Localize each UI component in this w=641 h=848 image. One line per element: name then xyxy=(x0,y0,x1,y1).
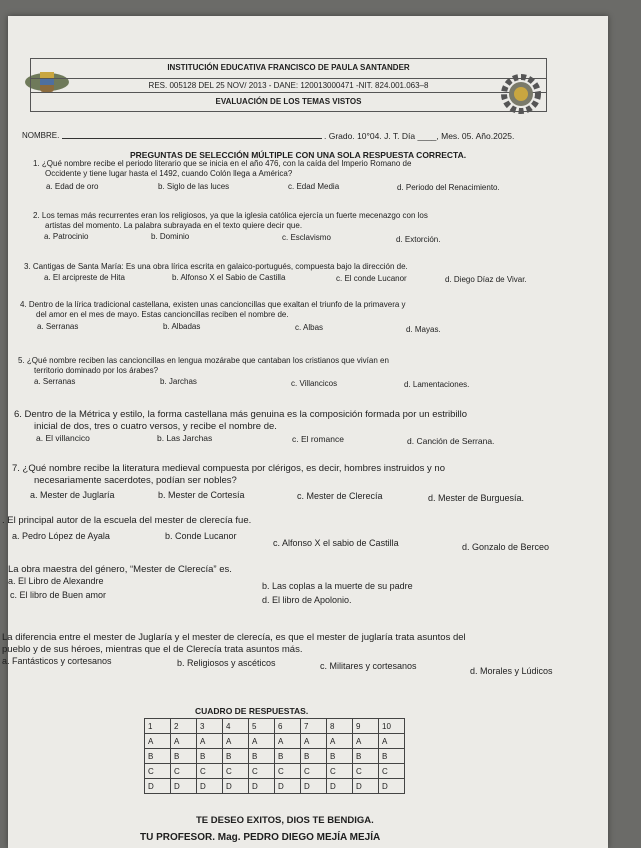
option: c. Alfonso X el sabio de Castilla xyxy=(273,538,399,548)
question-5: 5. ¿Qué nombre reciben las cancioncillas en lengua mozárabe que cantaban los cristianos que vivían en territorio dominado por los árabes? xyxy=(18,356,389,375)
table-row: B B B B B B B B B B xyxy=(145,749,405,764)
option: b. Siglo de las luces xyxy=(158,182,230,191)
option: a. El villancico xyxy=(36,433,90,443)
option: a. Serranas xyxy=(37,322,79,331)
option: d. Lamentaciones. xyxy=(404,380,470,389)
table-row: D D D D D D D D D D xyxy=(145,779,405,794)
question-9: La obra maestra del género, “Mester de Clerecía” es. xyxy=(8,564,232,575)
footer-teacher: TU PROFESOR. Mag. PEDRO DIEGO MEJÍA MEJÍA xyxy=(140,832,381,843)
grade-date-line: . Grado. 10°04. J. T. Día ____, Mes. 05. Año.2025. xyxy=(324,131,515,141)
option: a. Serranas xyxy=(34,377,76,386)
option: b. Las coplas a la muerte de su padre xyxy=(262,581,413,591)
option: a. El arcipreste de Hita xyxy=(44,273,125,282)
question-4: 4. Dentro de la lírica tradicional castellana, existen unas cancioncillas que exaltan el triunfo de la primavera y del amor en el mes de mayo. Estas cancioncillas reciben el nombre de. xyxy=(20,300,406,319)
option: b. Alfonso X el Sabio de Castilla xyxy=(172,273,286,282)
option: a. Mester de Juglaría xyxy=(30,490,115,500)
option: d. Gonzalo de Berceo xyxy=(462,542,550,552)
option: b. Dominio xyxy=(151,232,190,241)
school-name: INSTITUCIÓN EDUCATIVA FRANCISCO DE PAULA SANTANDER xyxy=(167,63,410,72)
question-6: 6. Dentro de la Métrica y estilo, la forma castellana más genuina es la composición formada por un estribillo inicial de dos, tres o cuatro versos, y recibe el nombre de. xyxy=(14,409,468,432)
option: d. Periodo del Renacimiento. xyxy=(397,183,500,192)
option: d. El libro de Apolonio. xyxy=(262,595,352,605)
question-10: La diferencia entre el mester de Juglaría y el mester de clerecía, es que el mester de juglaría trata asuntos del pueblo y de sus héroes, mientras que el de Clerecía trata asuntos más. xyxy=(2,632,466,655)
option: d. Extorción. xyxy=(396,235,441,244)
option: b. Jarchas xyxy=(160,377,197,386)
option: c. Villancicos xyxy=(291,379,338,388)
table-row: A A A A A A A A A A xyxy=(145,734,405,749)
question-3: 3. Cantigas de Santa María: Es una obra lírica escrita en galaico-portugués, compuesta bajo la dirección de. xyxy=(24,262,408,271)
answer-table xyxy=(144,718,405,794)
question-1: 1. ¿Qué nombre recibe el periodo literario que se inicia en el año 476, con la caída del Imperio Romano de Occidente y tiene lugar hasta el 1492, cuando Colón llega a América? xyxy=(33,159,412,178)
option: d. Mayas. xyxy=(406,325,441,334)
question-8: . El principal autor de la escuela del mester de clerecía fue. xyxy=(2,515,252,526)
option: c. Edad Media xyxy=(288,182,340,191)
option: a. Fantásticos y cortesanos xyxy=(2,656,112,666)
option: c. Albas xyxy=(295,323,324,332)
option: a. Pedro López de Ayala xyxy=(12,531,110,541)
answer-table-title: CUADRO DE RESPUESTAS. xyxy=(195,706,309,716)
question-7: 7. ¿Qué nombre recibe la literatura medieval compuesta por clérigos, es decir, hombres instruidos y no necesariamente sacerdotes, podían ser nobles? xyxy=(12,463,445,486)
option: b. Albadas xyxy=(163,322,201,331)
evaluation-title: EVALUACIÓN DE LOS TEMAS VISTOS xyxy=(215,97,362,106)
option: b. Conde Lucanor xyxy=(165,531,237,541)
option: d. Mester de Burguesía. xyxy=(428,493,525,503)
option: c. El romance xyxy=(292,434,344,444)
table-row: 1 2 3 4 5 6 7 8 9 10 xyxy=(145,719,405,734)
option: c. Mester de Clerecía xyxy=(297,491,383,501)
option: a. Patrocinio xyxy=(44,232,89,241)
option: a. Edad de oro xyxy=(46,182,99,191)
option: c. El libro de Buen amor xyxy=(10,590,107,600)
question-2: 2. Los temas más recurrentes eran los religiosos, ya que la iglesia católica ejercía un fuerte mecenazgo con los artistas del momento. La palabra subrayada en el texto quiere decir que. xyxy=(33,211,428,230)
option: c. Militares y cortesanos xyxy=(320,661,417,671)
resolution-line: RES. 005128 DEL 25 NOV/ 2013 - DANE: 120013000471 -NIT. 824.001.063–8 xyxy=(31,78,546,93)
option: c. El conde Lucanor xyxy=(336,274,407,283)
option: d. Morales y Lúdicos xyxy=(470,666,553,676)
name-field[interactable] xyxy=(62,138,322,139)
section-title: PREGUNTAS DE SELECCIÓN MÚLTIPLE CON UNA SOLA RESPUESTA CORRECTA. xyxy=(130,150,467,160)
option: b. Religiosos y ascéticos xyxy=(177,658,276,668)
table-row: C C C C C C C C C C xyxy=(145,764,405,779)
gear-logo-icon xyxy=(500,73,542,115)
option: b. Las Jarchas xyxy=(157,433,213,443)
option: d. Canción de Serrana. xyxy=(407,436,495,446)
institution-header xyxy=(30,58,547,112)
footer-wish: TE DESEO EXITOS, DIOS TE BENDIGA. xyxy=(196,815,374,826)
option: d. Diego Díaz de Vivar. xyxy=(445,275,527,284)
option: a. El Libro de Alexandre xyxy=(8,576,104,586)
option: b. Mester de Cortesía xyxy=(158,490,245,500)
option: c. Esclavismo xyxy=(282,233,331,242)
name-label: NOMBRE. xyxy=(22,131,60,140)
